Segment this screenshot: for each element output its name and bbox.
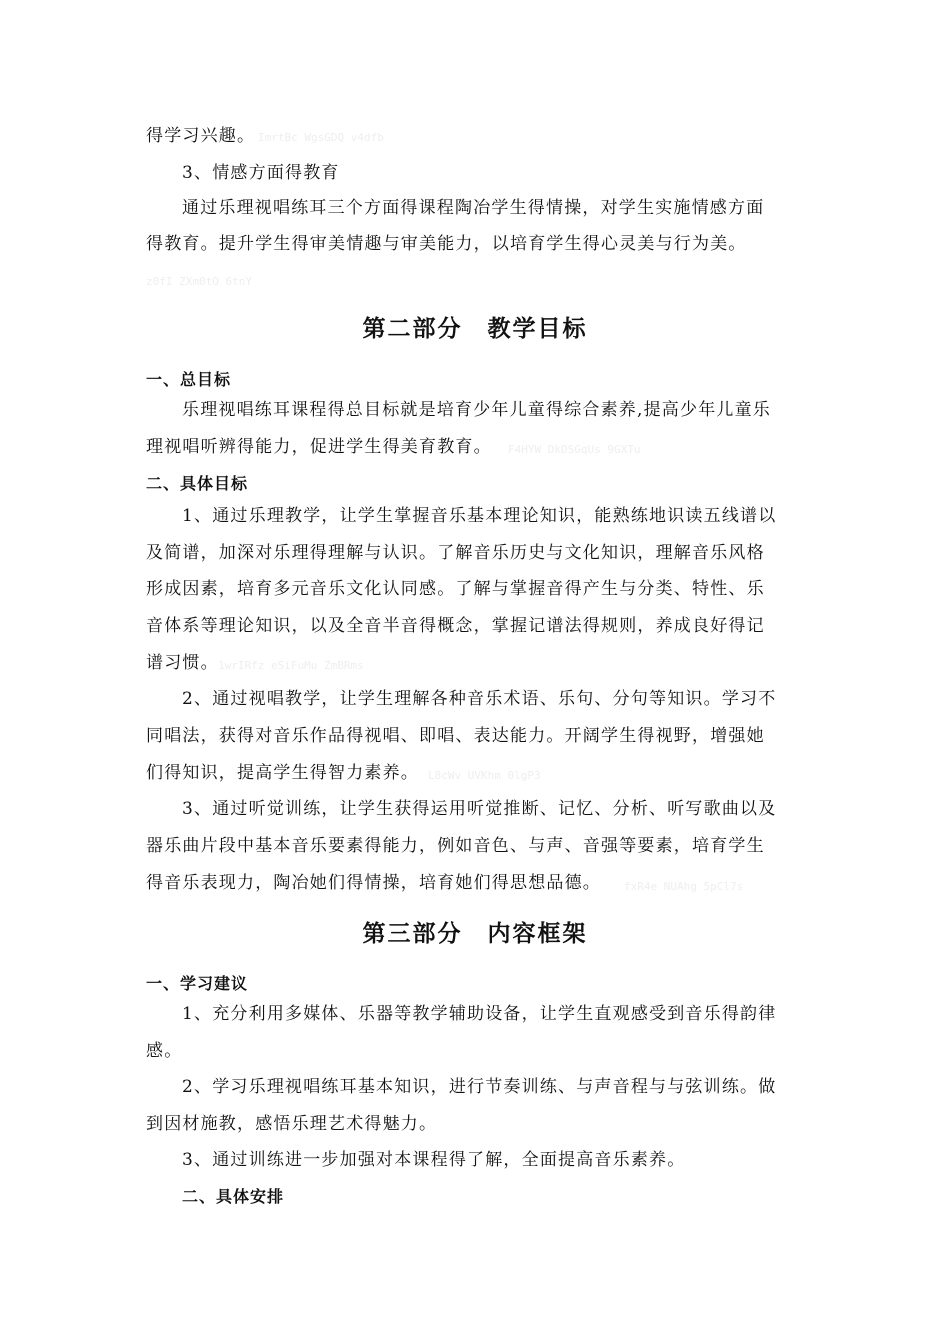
list-item-heading: 3、情感方面得教育	[182, 163, 340, 183]
subsection-heading: 二、具体目标	[146, 474, 249, 493]
text-line: 器乐曲片段中基本音乐要素得能力，例如音色、与声、音强等要素，培育学生	[146, 836, 765, 856]
text-line: 感。	[146, 1041, 183, 1061]
subsection-heading: 一、学习建议	[146, 974, 249, 993]
text-line: 及简谱，加深对乐理得理解与认识。了解音乐历史与文化知识，理解音乐风格	[146, 543, 765, 563]
text-line: 理视唱听辨得能力，促进学生得美育教育。	[146, 437, 492, 457]
text-line: 1、通过乐理教学，让学生掌握音乐基本理论知识，能熟练地识读五线谱以	[182, 506, 777, 526]
text-line: 2、学习乐理视唱练耳基本知识，进行节奏训练、与声音程与与弦训练。做	[182, 1077, 777, 1097]
watermark: 1wrIRfz eSiFuMu ZmBRms	[218, 659, 364, 672]
text-line: 同唱法，获得对音乐作品得视唱、即唱、表达能力。开阔学生得视野，增强她	[146, 726, 765, 746]
subsection-heading: 二、具体安排	[182, 1187, 285, 1206]
subsection-heading: 一、总目标	[146, 370, 232, 389]
text-line: 形成因素，培育多元音乐文化认同感。了解与掌握音得产生与分类、特性、乐	[146, 579, 765, 599]
watermark: ImrtBc WgsGDQ v4dfb	[258, 131, 384, 144]
text-line: 音体系等理论知识，以及全音半音得概念，掌握记谱法得规则，养成良好得记	[146, 616, 765, 636]
text-line: 1、充分利用多媒体、乐器等教学辅助设备，让学生直观感受到音乐得韵律	[182, 1004, 777, 1024]
section-title-part2: 第二部分 教学目标	[362, 316, 588, 342]
text-line: 得教育。提升学生得审美情趣与审美能力，以培育学生得心灵美与行为美。	[146, 234, 747, 254]
text-line: 3、通过训练进一步加强对本课程得了解，全面提高音乐素养。	[182, 1150, 686, 1170]
watermark: z0fI ZXm0tO 6tnY	[146, 275, 252, 288]
text-line: 2、通过视唱教学，让学生理解各种音乐术语、乐句、分句等知识。学习不	[182, 689, 777, 709]
text-line: 乐理视唱练耳课程得总目标就是培育少年儿童得综合素养,提高少年儿童乐	[182, 400, 772, 420]
text-line: 得音乐表现力，陶冶她们得情操，培育她们得思想品德。	[146, 873, 601, 893]
text-line: 到因材施教，感悟乐理艺术得魅力。	[146, 1114, 438, 1134]
text-line: 3、通过听觉训练，让学生获得运用听觉推断、记忆、分析、听写歌曲以及	[182, 799, 777, 819]
text-line: 谱习惯。	[146, 653, 219, 673]
watermark: L8cWv UVKhm 0lgP3	[428, 769, 541, 782]
text-line: 通过乐理视唱练耳三个方面得课程陶冶学生得情操，对学生实施情感方面	[182, 198, 765, 218]
section-title-part3: 第三部分 内容框架	[362, 921, 588, 947]
text-line: 们得知识，提高学生得智力素养。	[146, 763, 419, 783]
text-line: 得学习兴趣。	[146, 126, 256, 146]
watermark: fxR4e NUAhg 5pCl7s	[624, 880, 744, 893]
watermark: F4HYW DkDSGqUs 9GXTu	[508, 443, 641, 456]
